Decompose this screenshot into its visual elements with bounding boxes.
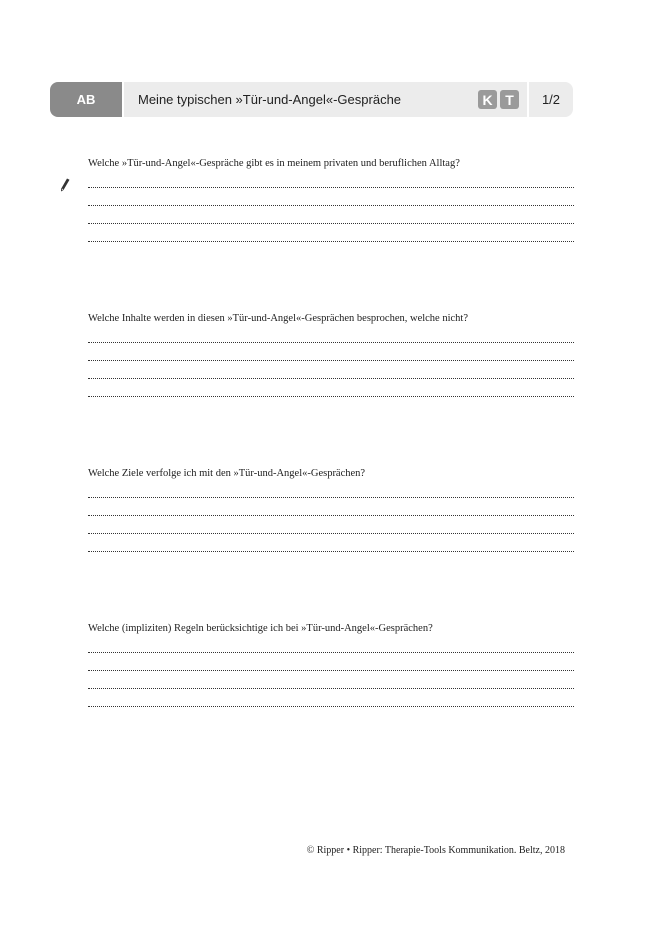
answer-line[interactable] <box>88 706 574 707</box>
answer-line[interactable] <box>88 223 574 224</box>
answer-line[interactable] <box>88 551 574 552</box>
answer-line[interactable] <box>88 497 574 498</box>
answer-line[interactable] <box>88 396 574 397</box>
answer-line[interactable] <box>88 342 574 343</box>
answer-line[interactable] <box>88 652 574 653</box>
answer-line[interactable] <box>88 515 574 516</box>
question-3 <box>88 467 574 552</box>
question-text: Welche Ziele verfolge ich mit den »Tür-und-Angel«-Gesprächen? <box>88 468 366 479</box>
worksheet-header <box>50 82 573 117</box>
answer-line[interactable] <box>88 688 574 689</box>
answer-line[interactable] <box>88 187 574 188</box>
page-number: 1/2 <box>529 82 573 117</box>
answer-line[interactable] <box>88 241 574 242</box>
copyright-footer: © Ripper • Ripper: Therapie-Tools Kommunikation. Beltz, 2018 <box>306 845 565 856</box>
answer-line[interactable] <box>88 670 574 671</box>
question-2 <box>88 312 574 397</box>
answer-line[interactable] <box>88 378 574 379</box>
answer-line[interactable] <box>88 533 574 534</box>
answer-line[interactable] <box>88 360 574 361</box>
badge-k: K <box>478 90 497 109</box>
question-text: Welche (impliziten) Regeln berücksichtige ich bei »Tür-und-Angel«-Gesprächen? <box>88 623 433 634</box>
question-text: Welche »Tür-und-Angel«-Gespräche gibt es in meinem privaten und beruflichen Alltag? <box>88 158 460 169</box>
worksheet-title: Meine typischen »Tür-und-Angel«-Gespräche <box>124 82 478 117</box>
question-1 <box>88 157 574 242</box>
category-badges <box>478 82 527 117</box>
question-text: Welche Inhalte werden in diesen »Tür-und-Angel«-Gesprächen besprochen, welche nicht? <box>88 313 468 324</box>
pencil-icon <box>60 178 70 192</box>
worksheet-type-tag: AB <box>50 82 122 117</box>
answer-line[interactable] <box>88 205 574 206</box>
badge-t: T <box>500 90 519 109</box>
question-4 <box>88 622 574 707</box>
